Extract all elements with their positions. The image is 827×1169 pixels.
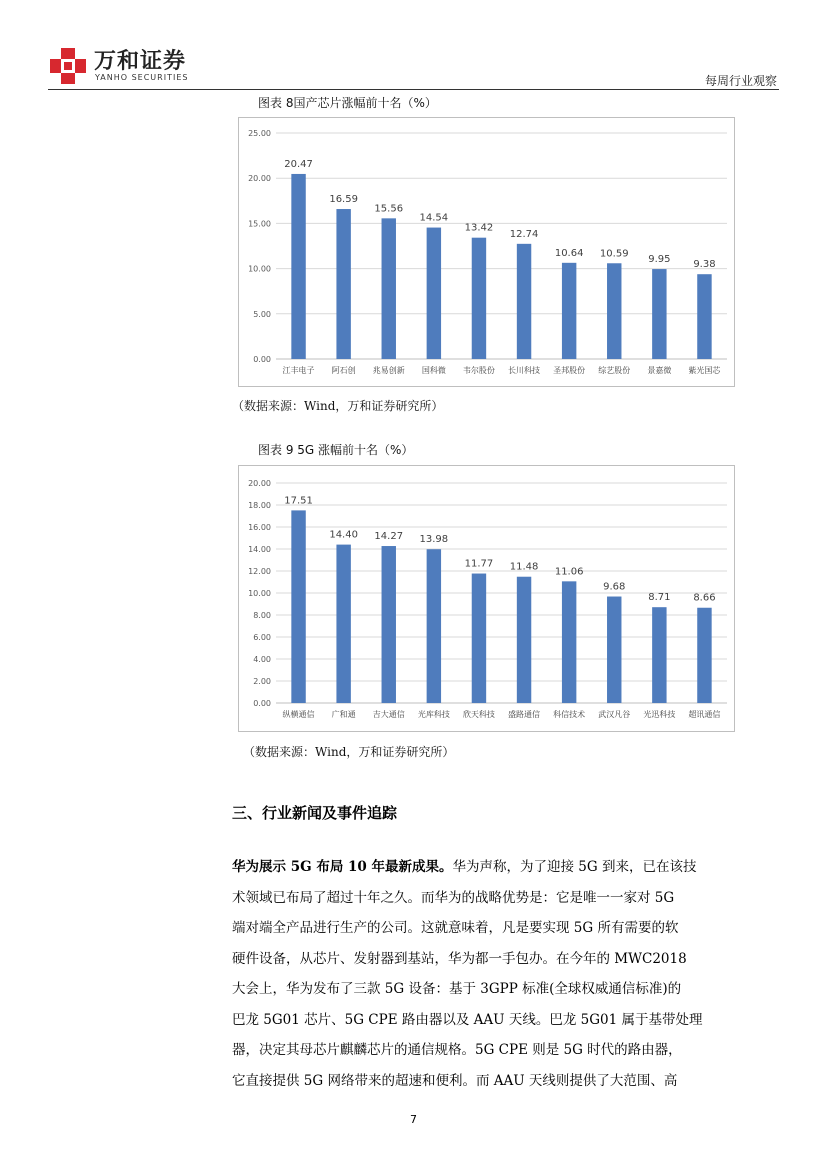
data-label: 11.06 (554, 566, 584, 578)
y-tick-label: 6.00 (253, 633, 271, 642)
y-tick-label: 0.00 (253, 355, 271, 364)
bar (472, 574, 486, 703)
category-label: 盛路通信 (508, 710, 541, 719)
y-tick-label: 14.00 (248, 545, 271, 554)
y-tick-label: 18.00 (248, 501, 271, 510)
y-tick-label: 10.00 (248, 589, 271, 598)
y-tick-label: 20.00 (248, 479, 271, 488)
paragraph-line: 巴龙 5G01 芯片、5G CPE 路由器以及 AAU 天线。巴龙 5G01 属于基带处理 (232, 1011, 703, 1028)
category-label: 景嘉微 (647, 366, 672, 375)
bar (291, 174, 305, 359)
data-label: 11.77 (464, 558, 494, 570)
paragraph-line: 器，决定其母芯片麒麟芯片的通信规格。5G CPE 则是 5G 时代的路由器， (232, 1042, 682, 1058)
category-label: 光迅科技 (643, 710, 676, 719)
page-number: 7 (410, 1113, 417, 1126)
paragraph-line: 大会上，华为发布了三款 5G 设备：基于 3GPP 标准(全球权威通信标准)的 (232, 981, 682, 997)
data-label: 10.59 (599, 248, 629, 260)
brand-name-en: YANHO SECURITIES (95, 73, 189, 82)
5g-gains-chart (238, 465, 735, 732)
data-source-2: （数据来源：Wind，万和证券研究所） (243, 745, 455, 759)
y-tick-label: 25.00 (248, 129, 271, 138)
data-label: 9.95 (648, 254, 671, 266)
bar (697, 608, 711, 703)
data-label: 12.74 (509, 228, 539, 240)
bar (562, 581, 576, 703)
category-label: 武汉凡谷 (598, 710, 631, 719)
bar (427, 549, 441, 703)
bar (382, 546, 396, 703)
paragraph-line: 术领域已布局了超过十年之久。而华为的战略优势是：它是唯一一家对 5G (232, 889, 675, 906)
y-tick-label: 0.00 (253, 699, 271, 708)
report-type: 每周行业观察 (704, 74, 777, 88)
bar (652, 269, 666, 359)
y-tick-label: 8.00 (253, 611, 271, 620)
bar (291, 510, 305, 703)
category-label: 超讯通信 (688, 710, 721, 719)
category-label: 长川科技 (508, 366, 541, 375)
category-label: 综艺股份 (598, 366, 631, 375)
data-label: 9.38 (693, 259, 716, 271)
paragraph-line: 它直接提供 5G 网络带来的超速和便利。而 AAU 天线则提供了大范围、高 (232, 1072, 678, 1089)
data-source-1: （数据来源：Wind，万和证券研究所） (232, 399, 444, 413)
data-label: 17.51 (284, 495, 313, 507)
data-label: 14.54 (419, 212, 449, 224)
news-headline: 华为展示 5G 布局 10 年最新成果。 (232, 859, 453, 875)
category-label: 兆易创新 (372, 366, 405, 375)
chart-caption-1: 图表 8国产芯片涨幅前十名（%） (258, 96, 437, 110)
y-tick-label: 4.00 (253, 655, 271, 664)
category-label: 光库科技 (417, 710, 450, 719)
chip-gains-chart (238, 117, 735, 387)
bar (382, 218, 396, 359)
section-heading: 三、行业新闻及事件追踪 (232, 804, 398, 822)
category-label: 紫光国芯 (688, 366, 721, 375)
bar (652, 607, 666, 703)
bar (336, 209, 350, 359)
category-label: 广和通 (331, 710, 356, 719)
data-label: 13.98 (419, 534, 449, 546)
y-tick-label: 10.00 (248, 264, 271, 274)
bar (427, 228, 441, 359)
paragraph-text: 华为声称，为了迎接 5G 到来，已在该技 (452, 859, 697, 875)
paragraph-line (232, 852, 780, 883)
y-tick-label: 16.00 (248, 523, 271, 532)
data-label: 14.27 (374, 531, 404, 543)
category-label: 江丰电子 (282, 366, 315, 375)
y-tick-label: 20.00 (248, 174, 271, 184)
y-tick-label: 2.00 (253, 677, 271, 686)
category-label: 国科微 (421, 366, 446, 375)
data-label: 10.64 (554, 247, 584, 259)
bar (336, 545, 350, 703)
data-label: 14.40 (329, 529, 358, 541)
paragraph-line: 端对端全产品进行生产的公司。这就意味着，凡是要实现 5G 所有需要的软 (232, 920, 679, 936)
category-label: 吉大通信 (372, 710, 405, 719)
brand-name: 万和证券 (94, 49, 187, 74)
paragraph-line: 硬件设备，从芯片、发射器到基站，华为都一手包办。在今年的 MWC2018 (232, 950, 687, 967)
data-label: 20.47 (284, 158, 313, 170)
category-label: 纵横通信 (282, 710, 315, 719)
chart-caption-2: 图表 9 5G 涨幅前十名（%） (258, 443, 414, 457)
data-label: 15.56 (374, 203, 404, 215)
data-label: 16.59 (329, 194, 358, 206)
bar (517, 577, 531, 703)
data-label: 8.66 (693, 592, 716, 604)
header-divider (48, 89, 779, 90)
bar (472, 238, 486, 359)
data-label: 11.48 (509, 561, 539, 573)
bar (607, 263, 621, 359)
y-tick-label: 15.00 (248, 219, 271, 229)
category-label: 科信技术 (553, 710, 586, 719)
y-tick-label: 12.00 (248, 567, 271, 576)
category-label: 欣天科技 (462, 710, 495, 719)
bar (697, 274, 711, 359)
data-label: 13.42 (464, 222, 494, 234)
bar (562, 263, 576, 359)
bar (607, 597, 621, 703)
category-label: 阿石创 (331, 366, 356, 375)
logo-icon (48, 46, 88, 86)
category-label: 圣邦股份 (553, 366, 586, 375)
data-label: 9.68 (603, 581, 626, 593)
y-tick-label: 5.00 (253, 309, 271, 319)
news-paragraph (232, 852, 780, 1096)
data-label: 8.71 (648, 592, 671, 604)
bar (517, 244, 531, 359)
category-label: 韦尔股份 (462, 366, 495, 375)
